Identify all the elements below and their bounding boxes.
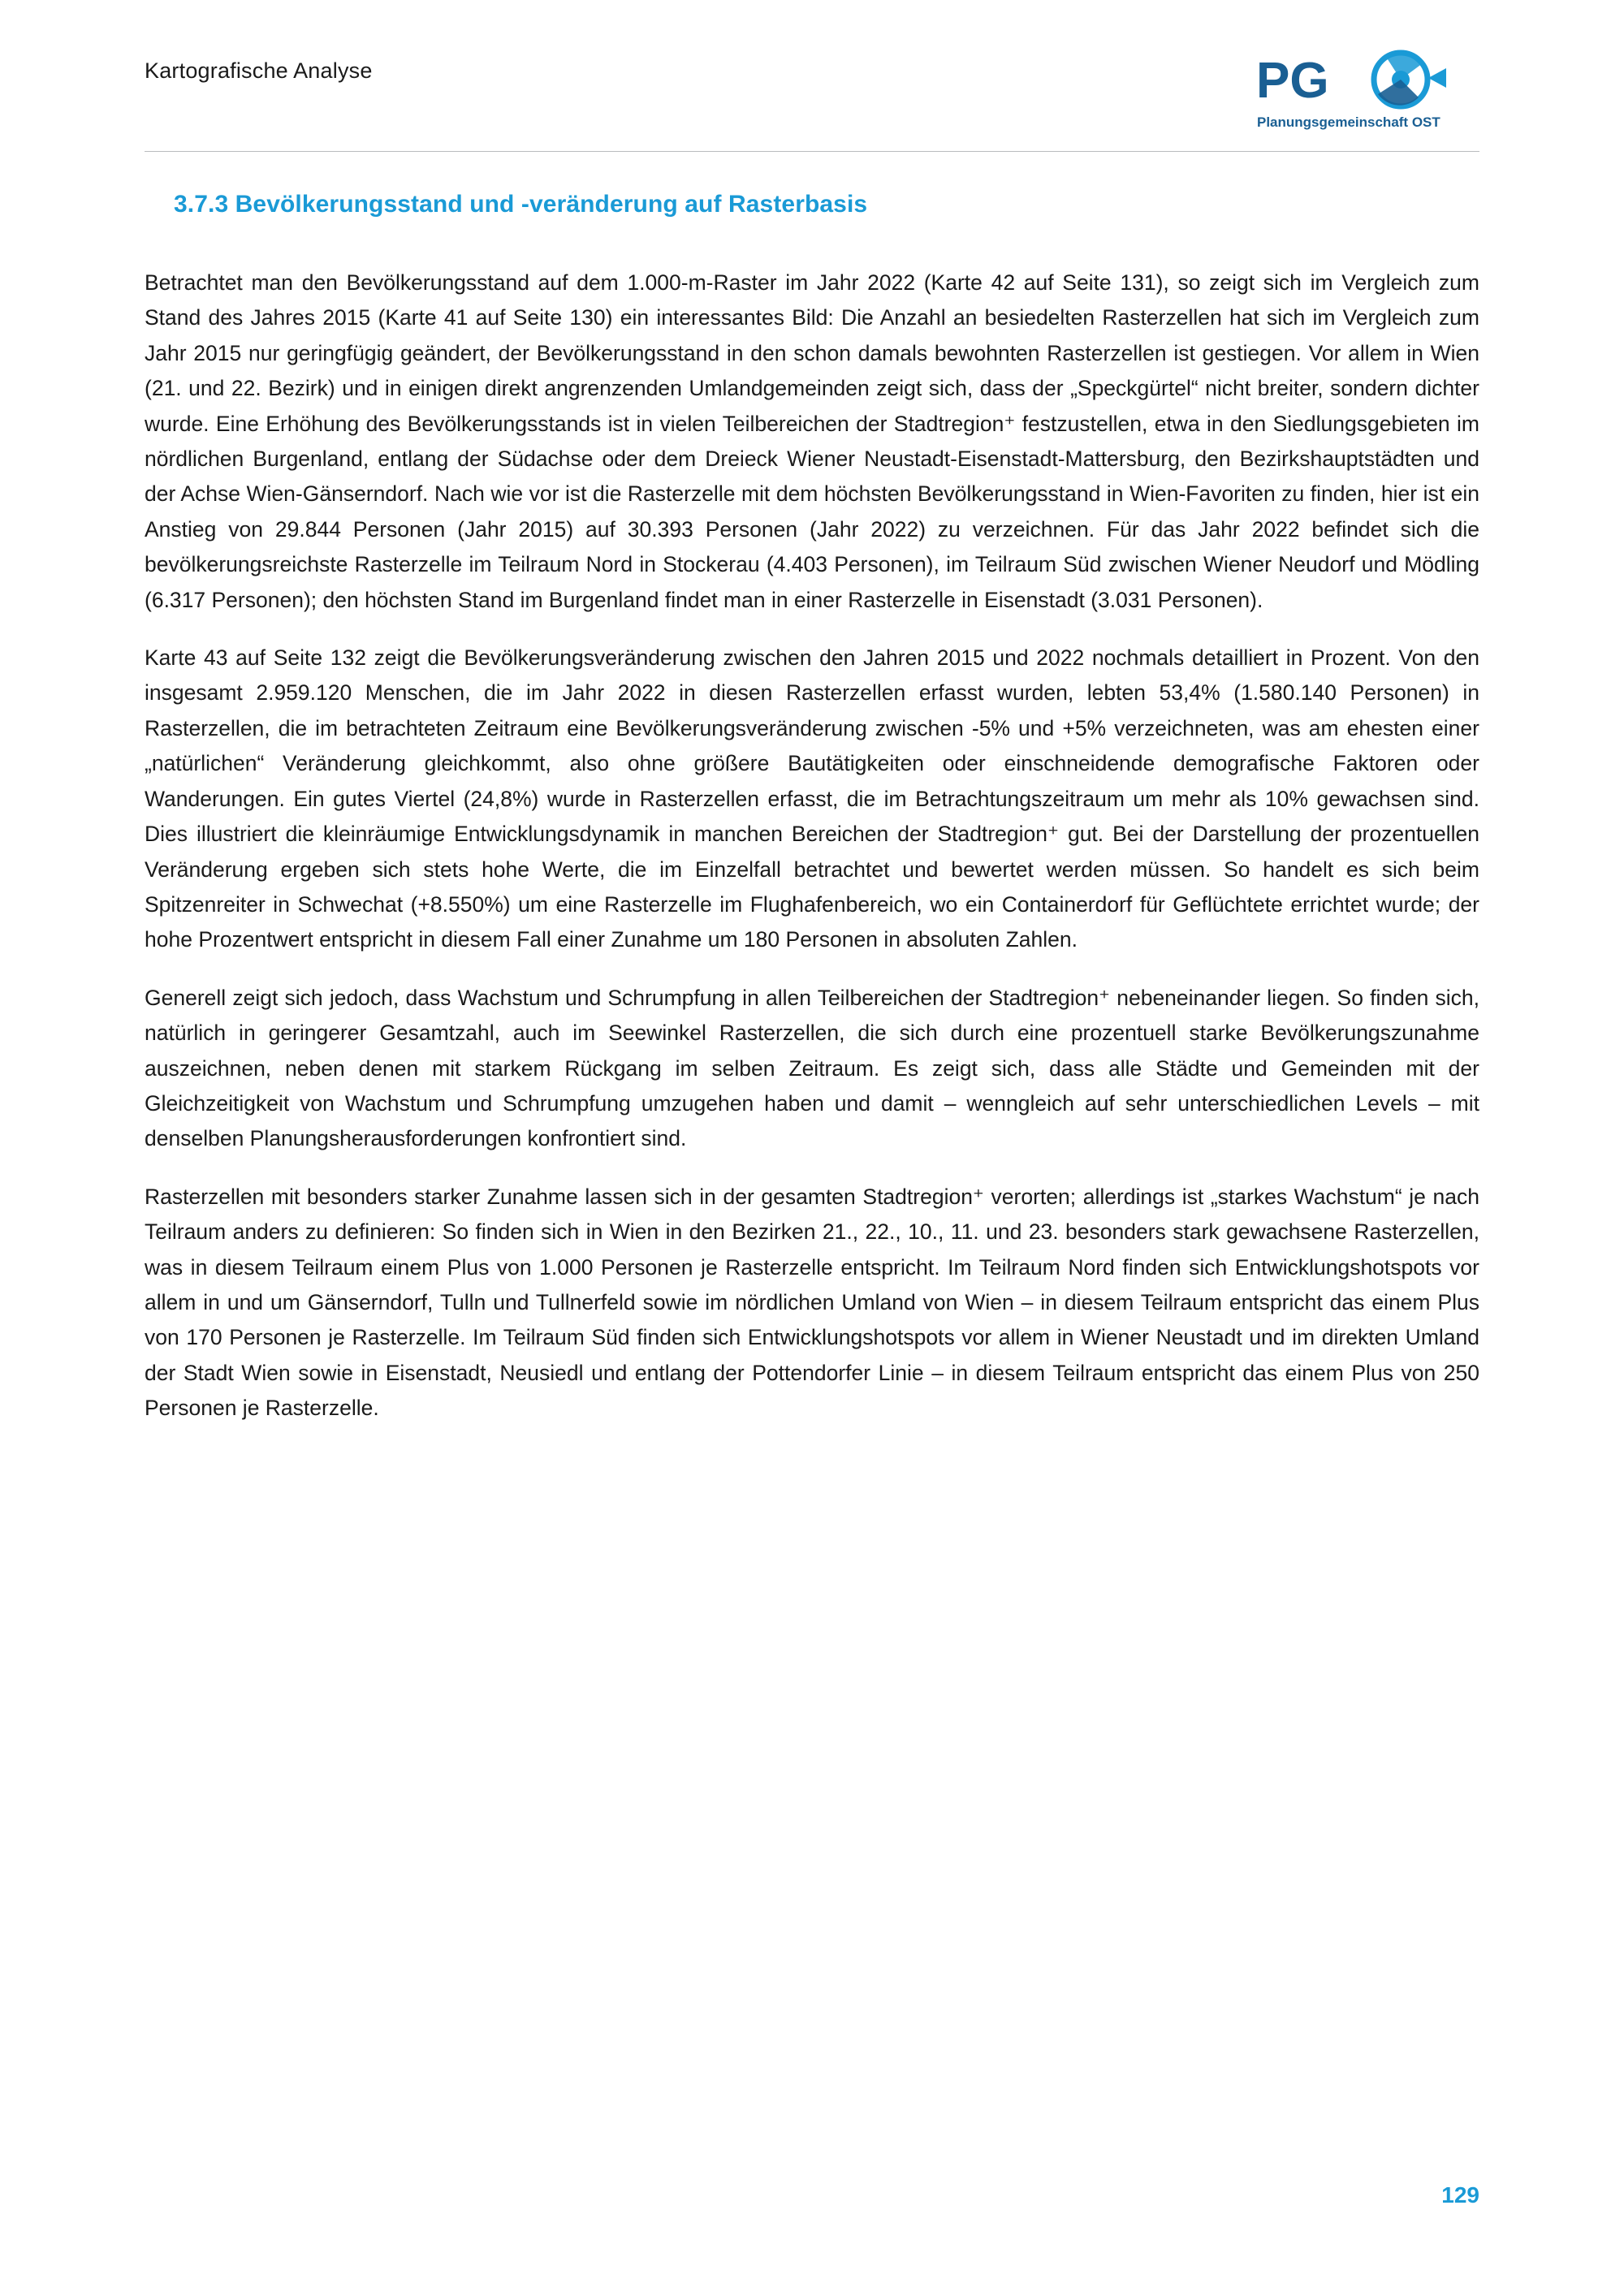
paragraph-2: Karte 43 auf Seite 132 zeigt die Bevölkerungsveränderung zwischen den Jahren 2015 und 2022 nochmals detailliert in Prozent. Von den insgesamt 2.959.120 Menschen, die im Jahr 2022 in diesen Rasterzellen erfasst wurden, lebten 53,4% (1.580.140 Personen) in Rasterzellen, die im betrachteten Zeitraum eine Bevölkerungsveränderung zwischen -5% und +5% verzeichneten, was am ehesten einer „natürlichen“ Veränderung gleichkommt, also ohne größere Bautätigkeiten oder einschneidende demografische Faktoren oder Wanderungen. Ein gutes Viertel (24,8%) wurde in Rasterzellen erfasst, die im Betrachtungszeitraum um mehr als 10% gewachsen sind. Dies illustriert die kleinräumige Entwicklungsdynamik in manchen Bereichen der Stadtregion⁺ gut. Bei der Darstellung der prozentuellen Veränderung ergeben sich stets hohe Werte, die im Einzelfall betrachtet und bewertet werden müssen. So handelt es sich beim Spitzenreiter in Schwechat (+8.550%) um eine Rasterzelle im Flughafenbereich, wo ein Containerdorf für Geflüchtete errichtet wurde; der hohe Prozentwert entspricht in diesem Fall einer Zunahme um 180 Personen in absoluten Zahlen. (145, 645, 1479, 952)
paragraph-3: Generell zeigt sich jedoch, dass Wachstum und Schrumpfung in allen Teilbereichen der Stadtregion⁺ nebeneinander liegen. So finden sich, natürlich in geringerer Gesamtzahl, auch im Seewinkel Rasterzellen, die sich durch eine prozentuell starke Bevölkerungszunahme auszeichnen, neben denen mit starkem Rückgang im selben Zeitraum. Es zeigt sich, dass alle Städte und Gemeinden mit der Gleichzeitigkeit von Wachstum und Schrumpfung umzugehen haben und damit – wenngleich auf sehr unterschiedlichen Levels – mit denselben Planungsherausforderungen konfrontiert sind. (145, 985, 1479, 1151)
paragraph-1: Betrachtet man den Bevölkerungsstand auf dem 1.000-m-Raster im Jahr 2022 (Karte 42 auf Seite 131), so zeigt sich im Vergleich zum Stand des Jahres 2015 (Karte 41 auf Seite 130) ein interessantes Bild: Die Anzahl an besiedelten Rasterzellen hat sich im Vergleich zum Jahr 2015 nur geringfügig geändert, der Bevölkerungsstand in den schon damals bewohnten Rasterzellen ist gestiegen. Vor allem in Wien (21. und 22. Bezirk) und in einigen direkt angrenzenden Umlandgemeinden zeigt sich, dass der „Speckgürtel“ nicht breiter, sondern dichter wurde. Eine Erhöhung des Bevölkerungsstands ist in vielen Teilbereichen der Stadtregion⁺ festzustellen, etwa in den Siedlungsgebieten im nördlichen Burgenland, entlang der Südachse oder dem Dreieck Wiener Neustadt-Eisenstadt-Mattersburg, den Bezirkshauptstädten und der Achse Wien-Gänserndorf. Nach wie vor ist die Rasterzelle mit dem höchsten Bevölkerungsstand in Wien-Favoriten zu finden, hier ist ein Anstieg von 29.844 Personen (Jahr 2015) auf 30.393 Personen (Jahr 2022) zu verzeichnen. Für das Jahr 2022 befindet sich die bevölkerungsreichste Rasterzelle im Teilraum Nord in Stockerau (4.403 Personen), im Teilraum Süd zwischen Wiener Neudorf und Mödling (6.317 Personen); den höchsten Stand im Burgenland findet man in einer Rasterzelle in Eisenstadt (3.031 Personen). (145, 270, 1479, 612)
paragraph-4: Rasterzellen mit besonders starker Zunahme lassen sich in der gesamten Stadtregion⁺ verorten; allerdings ist „starkes Wachstum“ je nach Teilraum anders zu definieren: So finden sich in Wien in den Bezirken 21., 22., 10., 11. und 23. besonders stark gewachsene Rasterzellen, was in diesem Teilraum einem Plus von 1.000 Personen je Rasterzelle entspricht. Im Teilraum Nord finden sich Entwicklungshotspots vor allem in und um Gänserndorf, Tulln und Tullnerfeld sowie im nördlichen Umland von Wien – in diesem Teilraum entspricht das einem Plus von 170 Personen je Rasterzelle. Im Teilraum Süd finden sich Entwicklungshotspots vor allem in Wiener Neustadt und im direkten Umland der Stadt Wien sowie in Eisenstadt, Neusiedl und entlang der Pottendorfer Linie – in diesem Teilraum entspricht das einem Plus von 250 Personen je Rasterzelle. (145, 1184, 1479, 1421)
running-title: Kartografische Analyse (145, 58, 373, 83)
page-number: 129 (1441, 2182, 1479, 2208)
svg-text:Planungsgemeinschaft OST: Planungsgemeinschaft OST (1257, 114, 1440, 130)
header-divider (145, 151, 1479, 152)
svg-text:PG: PG (1256, 53, 1329, 109)
page-content (145, 191, 1479, 1426)
page-header (145, 47, 1479, 153)
pg-ost-logo (1256, 47, 1479, 138)
section-heading: 3.7.3 Bevölkerungsstand und -veränderung auf Rasterbasis (174, 191, 868, 218)
